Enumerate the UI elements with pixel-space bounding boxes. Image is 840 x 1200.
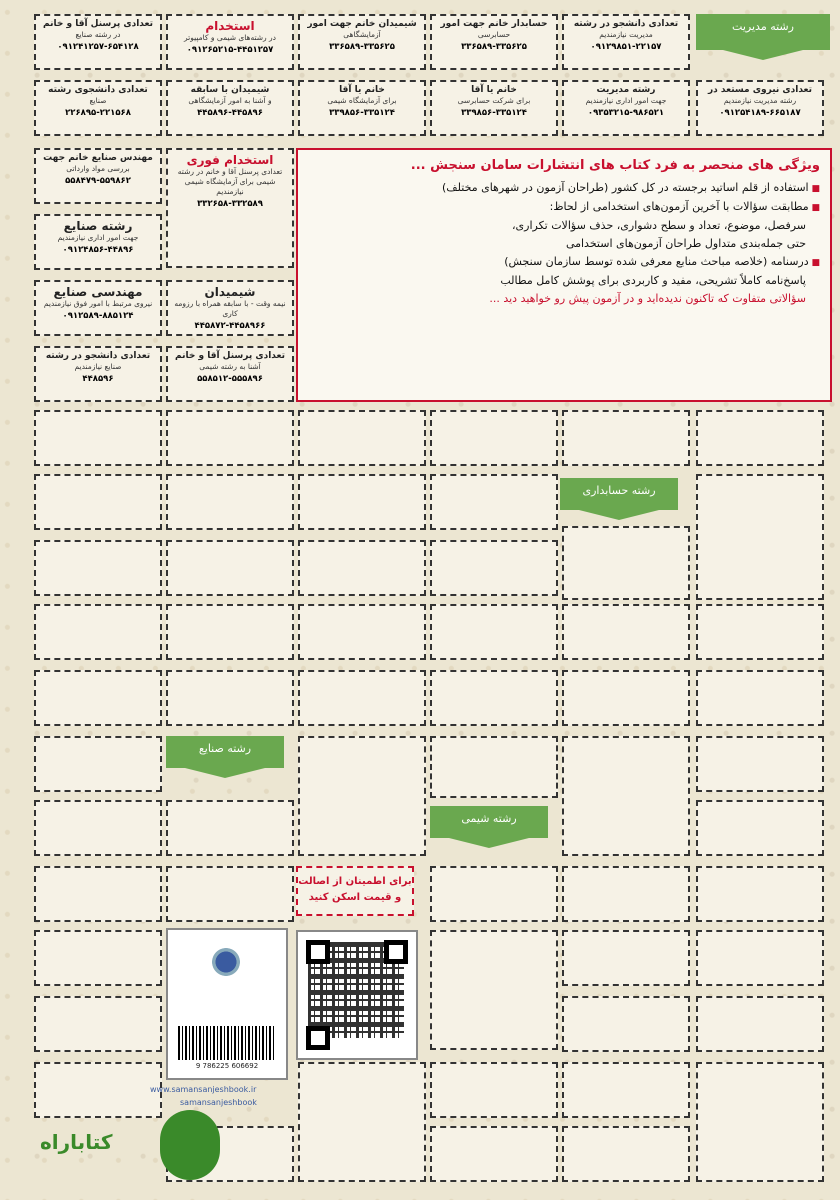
accounting-section-label: رشته حسابداری <box>560 478 678 510</box>
job-card <box>696 930 824 986</box>
job-card <box>430 1126 558 1182</box>
job-card <box>430 866 558 922</box>
job-card <box>562 930 690 986</box>
card-title: رشته صنایع <box>63 219 133 233</box>
scan-authenticity-note: برای اطمینان از اصالت و قیمت اسکن کنید <box>296 866 414 916</box>
card-subtitle: مدیریت نیازمندیم <box>599 30 653 39</box>
job-card <box>34 996 162 1052</box>
job-card <box>562 80 690 136</box>
card-title: تعدادی نیروی مستعد در <box>708 85 812 95</box>
card-title: حسابدار خانم جهت امور <box>440 19 548 29</box>
job-card <box>562 604 690 660</box>
job-card <box>166 14 294 70</box>
card-subtitle: تعدادی پرسنل آقا و خانم در رشته شیمی برای آزمایشگاه شیمی نیازمندیم <box>177 167 283 196</box>
card-subtitle: و آشنا به امور آزمایشگاهی <box>188 96 272 105</box>
job-card <box>562 736 690 856</box>
card-phone: ۰۹۱۲۴۱۲۵۷-۶۵۴۱۲۸ <box>57 42 139 52</box>
job-card <box>34 474 162 530</box>
card-phone: ۰۹۱۲۹۸۵۱-۲۲۱۵۷ <box>590 42 662 52</box>
job-card <box>298 1062 426 1182</box>
job-card <box>34 148 162 204</box>
job-card <box>696 996 824 1052</box>
card-subtitle: صنایع نیازمندیم <box>74 362 122 371</box>
card-phone: ۰۹۱۲۵۴۱۸۹-۶۶۵۱۸۷ <box>719 108 801 118</box>
brand-logo-icon <box>160 1110 220 1180</box>
job-card <box>562 996 690 1052</box>
job-card <box>298 604 426 660</box>
card-phone: ۰۹۱۲۶۵۲۱۵-۴۴۵۱۲۵۷ <box>186 45 274 55</box>
brand-wordmark: کتاباراه <box>40 1130 113 1154</box>
job-card <box>298 474 426 530</box>
job-card <box>166 346 294 402</box>
job-card <box>430 604 558 660</box>
job-card <box>298 670 426 726</box>
job-card <box>430 14 558 70</box>
features-box <box>296 148 832 402</box>
feature-detail: پاسخ‌نامه کاملاً تشریحی، مفید و کاربردی برای پوشش کامل مطالب <box>500 274 806 287</box>
job-card <box>696 604 824 660</box>
card-phone: ۴۴۵۸۹۶-۴۴۵۸۹۶ <box>197 108 263 118</box>
card-subtitle: آزمایشگاهی <box>343 30 381 39</box>
job-card <box>298 540 426 596</box>
job-card <box>34 800 162 856</box>
card-title: خانم یا آقا <box>471 85 517 95</box>
barcode-number: 9 786225 606692 <box>195 1062 259 1070</box>
card-title: تعدادی دانشجوی رشته <box>48 85 148 95</box>
card-phone: ۰۹۳۵۳۲۱۵-۹۸۶۵۲۱ <box>587 108 665 118</box>
card-subtitle: در رشته صنایع <box>75 30 121 39</box>
card-title: مهندسی صنایع <box>53 285 143 299</box>
job-card <box>34 540 162 596</box>
features-title: ویژگی های منحصر به فرد کتاب های انتشارات سامان سنجش ... <box>410 158 820 173</box>
industries-section-label: رشته صنایع <box>166 736 284 768</box>
job-card <box>166 148 294 268</box>
feature-item: ■ مطابقت سؤالات با آخرین آزمون‌های استخدامی از لحاظ: <box>308 198 820 217</box>
card-title: استخدام <box>205 19 255 33</box>
card-subtitle: صنایع <box>89 96 107 105</box>
ketabrah-brand <box>40 1110 180 1180</box>
card-phone: ۳۳۲۶۵۸-۳۳۲۵۸۹ <box>197 199 263 209</box>
job-card <box>562 14 690 70</box>
card-phone: ۴۴۸۵۹۶ <box>82 374 114 384</box>
job-card <box>166 670 294 726</box>
job-card <box>696 800 824 856</box>
job-card <box>430 670 558 726</box>
card-phone: ۲۲۶۸۹۵-۲۲۱۵۶۸ <box>65 108 131 118</box>
card-phone: ۵۵۸۵۱۲-۵۵۵۸۹۶ <box>197 374 263 384</box>
card-subtitle: آشنا به رشته شیمی <box>199 362 261 371</box>
qr-finder <box>306 1026 330 1050</box>
job-card <box>166 866 294 922</box>
job-card <box>696 736 824 792</box>
qr-code[interactable] <box>296 930 418 1060</box>
job-card <box>34 410 162 466</box>
card-phone: ۳۳۶۵۸۹-۳۳۵۶۲۵ <box>461 42 527 52</box>
job-card <box>562 526 690 600</box>
job-card <box>166 410 294 466</box>
job-card <box>696 670 824 726</box>
job-card <box>34 214 162 270</box>
card-phone: ۳۳۹۸۵۶-۳۳۵۱۲۴ <box>329 108 395 118</box>
job-card <box>166 604 294 660</box>
job-card <box>430 540 558 596</box>
card-title: مهندس صنایع خانم جهت <box>43 153 153 163</box>
card-subtitle: نیروی مرتبط با امور فوق نیازمندیم <box>43 299 153 308</box>
card-title: تعدادی پرسنل آقا و خانم <box>175 351 285 361</box>
job-card <box>298 736 426 856</box>
card-subtitle: جهت امور اداری نیازمندیم <box>585 96 667 105</box>
job-card <box>298 410 426 466</box>
card-title: استخدام فوری <box>186 153 274 167</box>
card-subtitle: در رشته‌های شیمی و کامپیوتر <box>183 33 277 42</box>
qr-finder <box>384 940 408 964</box>
card-subtitle: رشته مدیریت نیازمندیم <box>723 96 797 105</box>
feature-item: ■ استفاده از قلم اساتید برجسته در کل کشور (طراحان آزمون در شهرهای مختلف) <box>308 179 820 198</box>
job-card <box>562 670 690 726</box>
card-phone: ۰۹۱۲۴۸۵۶-۴۴۸۹۶ <box>62 245 134 255</box>
card-title: شیمیدان <box>204 285 256 299</box>
card-phone: ۰۹۱۲۵۸۹-۸۸۵۱۲۴ <box>62 311 134 321</box>
management-section-label: رشته مدیریت <box>696 14 830 50</box>
job-card <box>298 80 426 136</box>
card-subtitle: جهت امور اداری نیازمندیم <box>57 233 139 242</box>
job-card <box>430 736 558 798</box>
chemistry-section-label: رشته شیمی <box>430 806 548 838</box>
job-card <box>696 410 824 466</box>
job-card <box>430 1062 558 1118</box>
job-card <box>166 80 294 136</box>
job-card <box>696 474 824 600</box>
card-title: شیمیدان خانم جهت امور <box>307 19 417 29</box>
job-card <box>166 800 294 856</box>
website-link[interactable]: www.samansanjeshbook.ir <box>150 1085 257 1094</box>
card-subtitle: برای شرکت حسابرسی <box>457 96 531 105</box>
job-card <box>696 80 824 136</box>
barcode <box>178 1026 274 1060</box>
feature-detail: حتی جمله‌بندی متداول طراحان آزمون‌های استخدامی <box>565 237 806 250</box>
job-card <box>34 346 162 402</box>
book-barcode-panel <box>166 928 288 1080</box>
card-subtitle: بررسی مواد وارداتی <box>66 164 130 173</box>
feature-item: ■ درسنامه (خلاصه مباحث منابع معرفی شده توسط سازمان سنجش) <box>308 253 820 272</box>
job-card <box>34 280 162 336</box>
job-card <box>562 410 690 466</box>
card-title: تعدادی پرسنل آقا و خانم <box>43 19 153 29</box>
card-subtitle: برای آزمایشگاه شیمی <box>327 96 397 105</box>
job-card <box>166 540 294 596</box>
job-card <box>430 930 558 1050</box>
feature-detail: سرفصل، موضوع، تعداد و سطح دشواری، حذف سؤالات تکراری، <box>511 219 806 232</box>
card-phone: ۴۴۵۸۷۲-۴۴۵۸۹۶۶ <box>194 321 266 331</box>
job-card <box>34 866 162 922</box>
job-card <box>34 14 162 70</box>
job-card <box>430 474 558 530</box>
card-title: تعدادی دانشجو در رشته <box>45 351 151 361</box>
qr-finder <box>306 940 330 964</box>
job-card <box>696 1062 824 1182</box>
job-card <box>430 410 558 466</box>
card-phone: ۳۳۶۵۸۹-۳۳۵۶۲۵ <box>329 42 395 52</box>
feature-highlight: سؤالاتی متفاوت که تاکنون ندیده‌اید و در آزمون پیش رو خواهید دید ... <box>489 292 806 305</box>
job-card <box>34 736 162 792</box>
job-card <box>562 1126 690 1182</box>
job-card <box>696 866 824 922</box>
job-card <box>34 930 162 986</box>
job-card <box>34 80 162 136</box>
job-card <box>430 80 558 136</box>
job-card <box>34 670 162 726</box>
publisher-logo-icon <box>198 942 254 982</box>
card-title: تعدادی دانشجو در رشته <box>573 19 679 29</box>
card-subtitle: نیمه وقت - با سابقه همراه با رزومه کاری <box>174 299 286 318</box>
job-card <box>562 1062 690 1118</box>
job-card <box>34 604 162 660</box>
card-phone: ۵۵۸۴۷۹-۵۵۹۸۶۲ <box>65 176 131 186</box>
card-title: خانم یا آقا <box>339 85 385 95</box>
job-card <box>166 280 294 336</box>
card-phone: ۳۳۹۸۵۶-۳۳۵۱۲۴ <box>461 108 527 118</box>
job-card <box>562 866 690 922</box>
card-title: رشته مدیریت <box>596 85 656 95</box>
card-title: شیمیدان با سابقه <box>190 85 270 95</box>
card-subtitle: حسابرسی <box>477 30 511 39</box>
job-card <box>166 474 294 530</box>
website-link-2[interactable]: samansanjeshbook <box>180 1098 257 1107</box>
job-card <box>298 14 426 70</box>
